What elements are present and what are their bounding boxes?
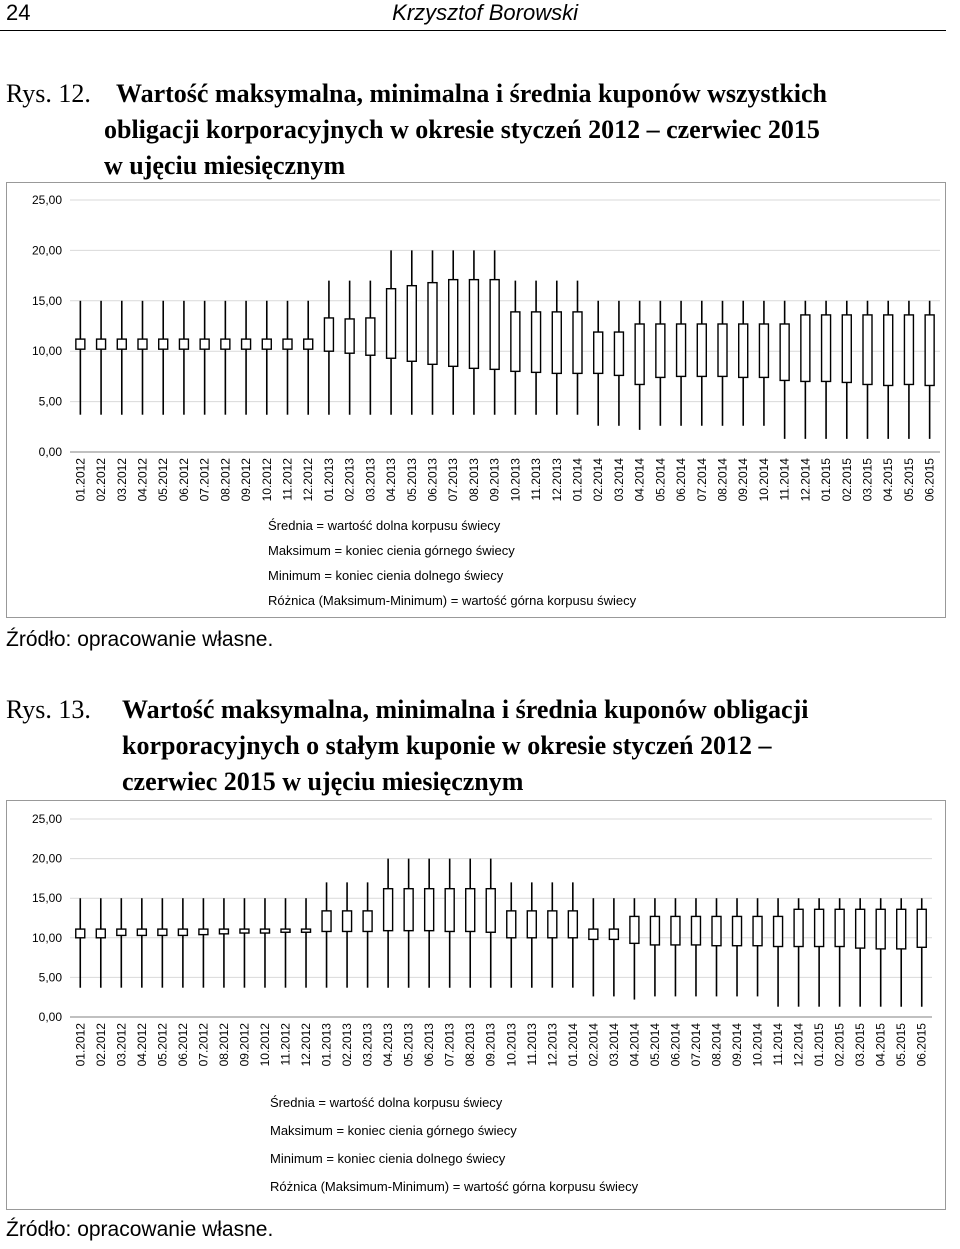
x-tick-label: 08.2014 (709, 1023, 724, 1067)
x-tick-label: 09.2013 (483, 1023, 498, 1067)
x-tick-label: 05.2014 (653, 458, 668, 502)
x-tick-label: 12.2014 (798, 458, 813, 502)
x-tick-label: 11.2013 (529, 458, 544, 501)
candle-body (614, 332, 623, 375)
legend-entry: Minimum = koniec cienia dolnego świecy (268, 568, 504, 583)
running-header-author: Krzysztof Borowski (392, 0, 578, 25)
y-tick-label: 10,00 (31, 344, 62, 359)
x-tick-label: 12.2013 (545, 1023, 560, 1067)
figure-2-title-line-1: Wartość maksymalna, minimalna i średnia kuponów obligacji (122, 695, 809, 724)
x-tick-label: 11.2013 (524, 1023, 539, 1066)
candle-body (76, 339, 85, 349)
x-tick-label: 05.2012 (155, 1023, 170, 1067)
x-tick-label: 11.2014 (777, 458, 792, 501)
candle-body (138, 339, 147, 349)
candle-body (178, 929, 187, 935)
candle-body (876, 909, 885, 949)
figure-2-title-line-3: czerwiec 2015 w ujęciu miesięcznym (122, 767, 524, 796)
x-tick-label: 11.2012 (278, 1023, 293, 1066)
x-tick-label: 10.2012 (257, 1023, 272, 1067)
y-tick-label: 25,00 (31, 193, 62, 207)
x-tick-label: 04.2013 (381, 1023, 396, 1067)
candle-body (507, 911, 516, 938)
y-tick-label: 20,00 (31, 243, 62, 258)
x-tick-label: 05.2013 (404, 458, 419, 502)
candle-body (671, 916, 680, 945)
x-tick-label: 07.2014 (694, 458, 709, 502)
x-tick-label: 04.2015 (873, 1023, 888, 1067)
candle-body (490, 280, 499, 370)
candle-body (835, 909, 844, 946)
x-tick-label: 04.2015 (881, 458, 896, 502)
candle-body (425, 889, 434, 931)
candle-body (656, 324, 665, 377)
candle-body (158, 929, 167, 935)
candle-body (925, 315, 934, 386)
x-tick-label: 06.2015 (922, 458, 937, 502)
figure-1-title-line-3: w ujęciu miesięcznym (104, 151, 346, 180)
candle-body (404, 889, 413, 931)
x-tick-label: 03.2013 (360, 1023, 375, 1067)
figure-2-source: Źródło: opracowanie własne. (6, 1218, 274, 1241)
x-tick-label: 05.2012 (156, 458, 171, 502)
candle-body (366, 318, 375, 355)
x-tick-label: 05.2015 (894, 1023, 909, 1067)
x-tick-label: 03.2012 (114, 458, 129, 502)
x-tick-label: 03.2014 (611, 458, 626, 502)
candle-body (200, 339, 209, 349)
figure-1-source: Źródło: opracowanie własne. (6, 628, 274, 651)
y-tick-label: 5,00 (38, 970, 62, 985)
y-tick-label: 25,00 (31, 812, 62, 826)
x-tick-label: 02.2012 (93, 1023, 108, 1067)
candle-body (801, 315, 810, 382)
x-tick-label: 11.2012 (280, 458, 295, 501)
x-tick-label: 12.2013 (549, 458, 564, 502)
legend-entry: Średnia = wartość dolna korpusu świecy (268, 518, 501, 533)
figure-2-title-line-2: korporacyjnych o stałym kuponie w okresie styczeń 2012 – (122, 731, 772, 760)
y-tick-label: 15,00 (31, 891, 62, 906)
y-tick-label: 0,00 (38, 445, 62, 459)
x-tick-label: 03.2015 (860, 458, 875, 502)
x-tick-label: 06.2012 (175, 1023, 190, 1067)
candle-body (387, 289, 396, 359)
x-tick-label: 08.2012 (216, 1023, 231, 1067)
x-tick-label: 08.2013 (463, 1023, 478, 1067)
figure-2-label: Rys. 13. (6, 695, 91, 724)
candle-body (117, 929, 126, 935)
x-tick-label: 10.2013 (508, 458, 523, 502)
candle-body (552, 312, 561, 373)
candle-body (677, 324, 686, 376)
x-tick-label: 04.2012 (134, 1023, 149, 1067)
figure-1-title-line-2: obligacji korporacyjnych w okresie styczeń 2012 – czerwiec 2015 (104, 115, 820, 144)
candle-body (302, 929, 311, 932)
candle-body (573, 312, 582, 373)
candle-body (691, 916, 700, 945)
y-tick-label: 15,00 (31, 293, 62, 308)
x-tick-label: 03.2015 (853, 1023, 868, 1067)
candle-body (199, 929, 208, 935)
candle-body (445, 889, 454, 932)
candle-body (449, 280, 458, 367)
y-tick-label: 0,00 (38, 1010, 62, 1024)
candle-body (856, 909, 865, 948)
x-tick-label: 03.2014 (606, 1023, 621, 1067)
candle-body (568, 911, 577, 938)
candle-body (283, 339, 292, 349)
candle-body (117, 339, 126, 349)
candle-body (179, 339, 188, 349)
x-tick-label: 07.2013 (442, 1023, 457, 1067)
candle-body (466, 889, 475, 932)
x-tick-label: 08.2014 (715, 458, 730, 502)
x-tick-label: 02.2013 (342, 458, 357, 502)
candle-body (739, 324, 748, 377)
candle-body (363, 911, 372, 932)
candle-body (904, 315, 913, 385)
candle-body (917, 909, 926, 947)
x-tick-label: 06.2012 (176, 458, 191, 502)
candle-body (343, 911, 352, 932)
x-tick-label: 06.2014 (674, 458, 689, 502)
x-tick-label: 02.2015 (832, 1023, 847, 1067)
x-tick-label: 07.2012 (196, 1023, 211, 1067)
candle-body (774, 916, 783, 946)
x-tick-label: 02.2014 (591, 458, 606, 502)
legend-entry: Minimum = koniec cienia dolnego świecy (270, 1151, 506, 1166)
figure-1-label: Rys. 12. (6, 79, 91, 108)
x-tick-label: 02.2014 (586, 1023, 601, 1067)
candle-body (884, 315, 893, 386)
candle-body (428, 283, 437, 365)
candle-body (486, 889, 495, 933)
candle-body (322, 911, 331, 932)
x-tick-label: 09.2014 (730, 1023, 745, 1067)
candle-body (635, 324, 644, 384)
candle-body (324, 318, 333, 351)
x-tick-label: 10.2014 (750, 1023, 765, 1067)
candle-body (219, 929, 228, 934)
x-tick-label: 01.2013 (321, 458, 336, 502)
x-tick-label: 04.2012 (135, 458, 150, 502)
figure-1-caption (6, 76, 946, 184)
candle-body (384, 889, 393, 931)
candle-body (469, 280, 478, 369)
candle-body (594, 332, 603, 373)
candle-body (794, 909, 803, 946)
x-tick-label: 06.2014 (668, 1023, 683, 1067)
candle-body (863, 315, 872, 385)
x-tick-label: 02.2012 (94, 458, 109, 502)
x-tick-label: 02.2015 (839, 458, 854, 502)
x-tick-label: 05.2014 (647, 1023, 662, 1067)
x-tick-label: 02.2013 (340, 1023, 355, 1067)
x-tick-label: 08.2012 (218, 458, 233, 502)
candle-body (511, 312, 520, 371)
x-tick-label: 01.2015 (812, 1023, 827, 1067)
x-tick-label: 07.2013 (446, 458, 461, 502)
candle-body (137, 929, 146, 935)
candle-body (76, 929, 85, 938)
x-tick-label: 08.2013 (466, 458, 481, 502)
candle-body (697, 324, 706, 376)
legend-entry: Średnia = wartość dolna korpusu świecy (270, 1095, 503, 1110)
figure-2-caption (6, 692, 946, 800)
figure-1-title-line-1: Wartość maksymalna, minimalna i średnia kuponów wszystkich (116, 79, 828, 108)
x-tick-label: 10.2012 (259, 458, 274, 502)
candle-body (281, 929, 290, 932)
candle-body (822, 315, 831, 382)
x-tick-label: 01.2015 (819, 458, 834, 502)
candle-body (159, 339, 168, 349)
page-number: 24 (6, 0, 31, 25)
x-tick-label: 06.2015 (914, 1023, 929, 1067)
candle-body (240, 929, 249, 933)
chart-2-container (6, 800, 946, 1210)
x-tick-label: 01.2013 (319, 1023, 334, 1067)
candle-body (712, 916, 721, 945)
candle-body (609, 929, 618, 939)
x-tick-label: 09.2012 (237, 1023, 252, 1067)
x-tick-label: 10.2013 (504, 1023, 519, 1067)
x-tick-label: 12.2012 (299, 1023, 314, 1067)
x-tick-label: 05.2015 (901, 458, 916, 502)
legend-entry: Różnica (Maksimum-Minimum) = wartość górna korpusu świecy (268, 593, 637, 608)
x-tick-label: 03.2012 (114, 1023, 129, 1067)
candle-body (780, 324, 789, 380)
candle-body (630, 916, 639, 943)
chart-2-candlestick (6, 800, 946, 1210)
x-tick-label: 06.2013 (425, 458, 440, 502)
x-tick-label: 04.2014 (627, 1023, 642, 1067)
candle-body (242, 339, 251, 349)
candle-body (842, 315, 851, 383)
legend-entry: Różnica (Maksimum-Minimum) = wartość górna korpusu świecy (270, 1179, 639, 1194)
x-tick-label: 12.2012 (301, 458, 316, 502)
x-tick-label: 09.2013 (487, 457, 502, 502)
header-rule (0, 30, 946, 31)
x-tick-label: 04.2013 (384, 458, 399, 502)
candle-body (527, 911, 536, 938)
candle-body (548, 911, 557, 938)
candle-body (304, 339, 313, 349)
x-tick-label: 06.2013 (422, 1023, 437, 1067)
chart-1-candlestick (6, 182, 946, 618)
x-tick-label: 11.2014 (771, 1023, 786, 1066)
y-tick-label: 10,00 (31, 930, 62, 945)
x-tick-label: 04.2014 (632, 458, 647, 502)
candle-body (753, 916, 762, 945)
candle-body (815, 909, 824, 946)
y-tick-label: 20,00 (31, 851, 62, 866)
x-tick-label: 01.2014 (570, 458, 585, 502)
x-tick-label: 09.2012 (239, 458, 254, 502)
legend-entry: Maksimum = koniec cienia górnego świecy (270, 1123, 517, 1138)
candle-body (96, 929, 105, 938)
x-tick-label: 01.2012 (73, 1023, 88, 1067)
candle-body (733, 916, 742, 945)
candle-body (345, 319, 354, 353)
legend-entry: Maksimum = koniec cienia górnego świecy (268, 543, 515, 558)
chart-1-container (6, 182, 946, 618)
candle-body (718, 324, 727, 376)
x-tick-label: 09.2014 (736, 458, 751, 502)
y-tick-label: 5,00 (38, 394, 62, 409)
candle-body (97, 339, 106, 349)
candle-body (650, 916, 659, 945)
chart-frame (7, 801, 946, 1210)
x-tick-label: 07.2012 (197, 458, 212, 502)
candle-body (589, 929, 598, 939)
x-tick-label: 07.2014 (688, 1023, 703, 1067)
candle-body (260, 929, 269, 933)
candle-body (407, 286, 416, 362)
candle-body (262, 339, 271, 349)
x-tick-label: 12.2014 (791, 1023, 806, 1067)
x-tick-label: 01.2012 (73, 458, 88, 502)
candle-body (759, 324, 768, 377)
x-tick-label: 05.2013 (401, 1023, 416, 1067)
x-tick-label: 10.2014 (756, 458, 771, 502)
candle-body (897, 909, 906, 949)
candle-body (532, 312, 541, 372)
x-tick-label: 01.2014 (565, 1023, 580, 1067)
x-tick-label: 03.2013 (363, 458, 378, 502)
candle-body (221, 339, 230, 349)
